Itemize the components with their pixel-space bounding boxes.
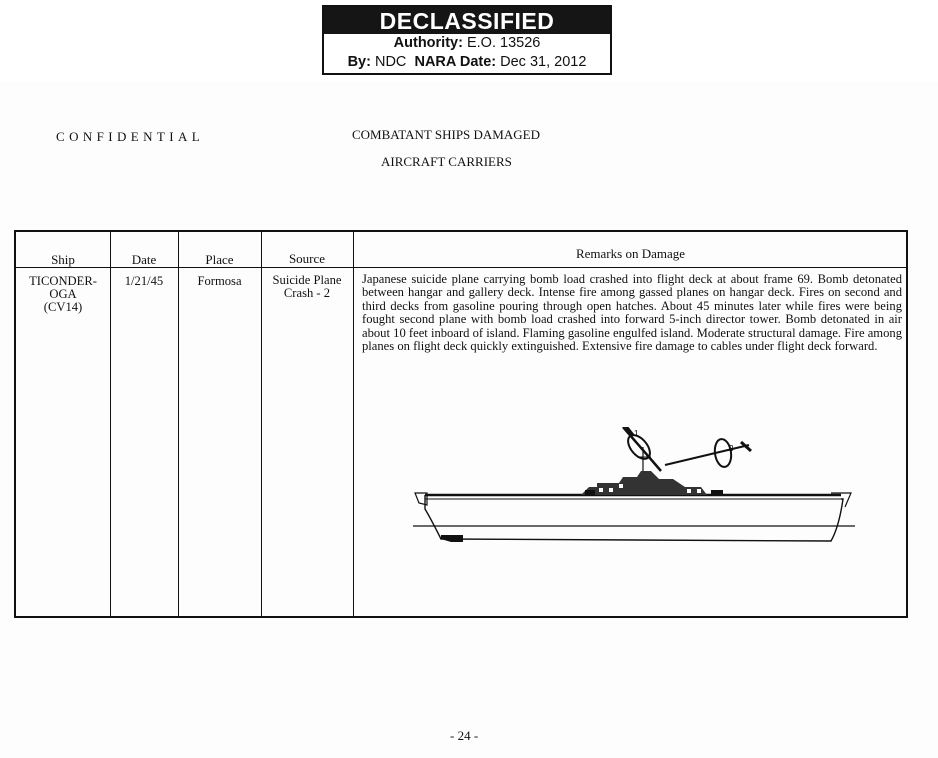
stamp-banner: DECLASSIFIED xyxy=(324,7,610,34)
column-divider xyxy=(178,232,179,616)
declassified-stamp xyxy=(322,5,612,75)
cell-ship: TICONDER- OGA (CV14) xyxy=(29,274,97,314)
plane-2-hit-marker xyxy=(665,438,751,468)
page-title: COMBATANT SHIPS DAMAGED xyxy=(352,127,540,142)
plane-2-label: 2 xyxy=(729,444,734,453)
header-ship: Ship xyxy=(51,252,75,267)
cell-date: 1/21/45 xyxy=(124,274,164,288)
cell-source: Suicide Plane Crash - 2 xyxy=(272,273,342,300)
ship-profile-sketch xyxy=(411,427,871,557)
header-place: Place xyxy=(205,252,234,267)
stamp-authority: Authority: E.O. 13526 xyxy=(393,35,541,51)
cell-place: Formosa xyxy=(197,274,242,288)
column-divider xyxy=(110,232,111,616)
plane-1-hit-marker xyxy=(623,427,661,471)
classification-marking: CONFIDENTIAL xyxy=(56,129,205,144)
header-remarks: Remarks on Damage xyxy=(575,246,686,261)
column-divider xyxy=(353,232,354,616)
header-date: Date xyxy=(131,252,157,267)
plane-1-label: 1 xyxy=(634,429,639,438)
carrier-hull-drawing xyxy=(413,447,855,542)
header-source: Source xyxy=(288,251,326,266)
damage-table xyxy=(14,230,908,618)
page-subtitle: AIRCRAFT CARRIERS xyxy=(381,154,512,169)
stamp-by-date: By: NDC NARA Date: Dec 31, 2012 xyxy=(347,54,587,70)
page-number: - 24 - xyxy=(450,728,479,743)
cell-remarks: Japanese suicide plane carrying bomb load crashed into flight deck at about frame 69. Bomb detonated between hangar and gallery deck. Intense fire among gassed planes on hangar deck. Fires on second and third decks from gasoline pouring through open hatches. About 45 minutes later while fires were being fought second plane with bomb load crashed into forward 5-inch director tower. Bomb detonated in air about 10 feet inboard of island. Flaming gasoline engulfed island. Moderate structural damage. Fire among planes on flight deck quickly extinguished. Extensive fire damage to cables under flight deck forward. xyxy=(362,272,902,354)
